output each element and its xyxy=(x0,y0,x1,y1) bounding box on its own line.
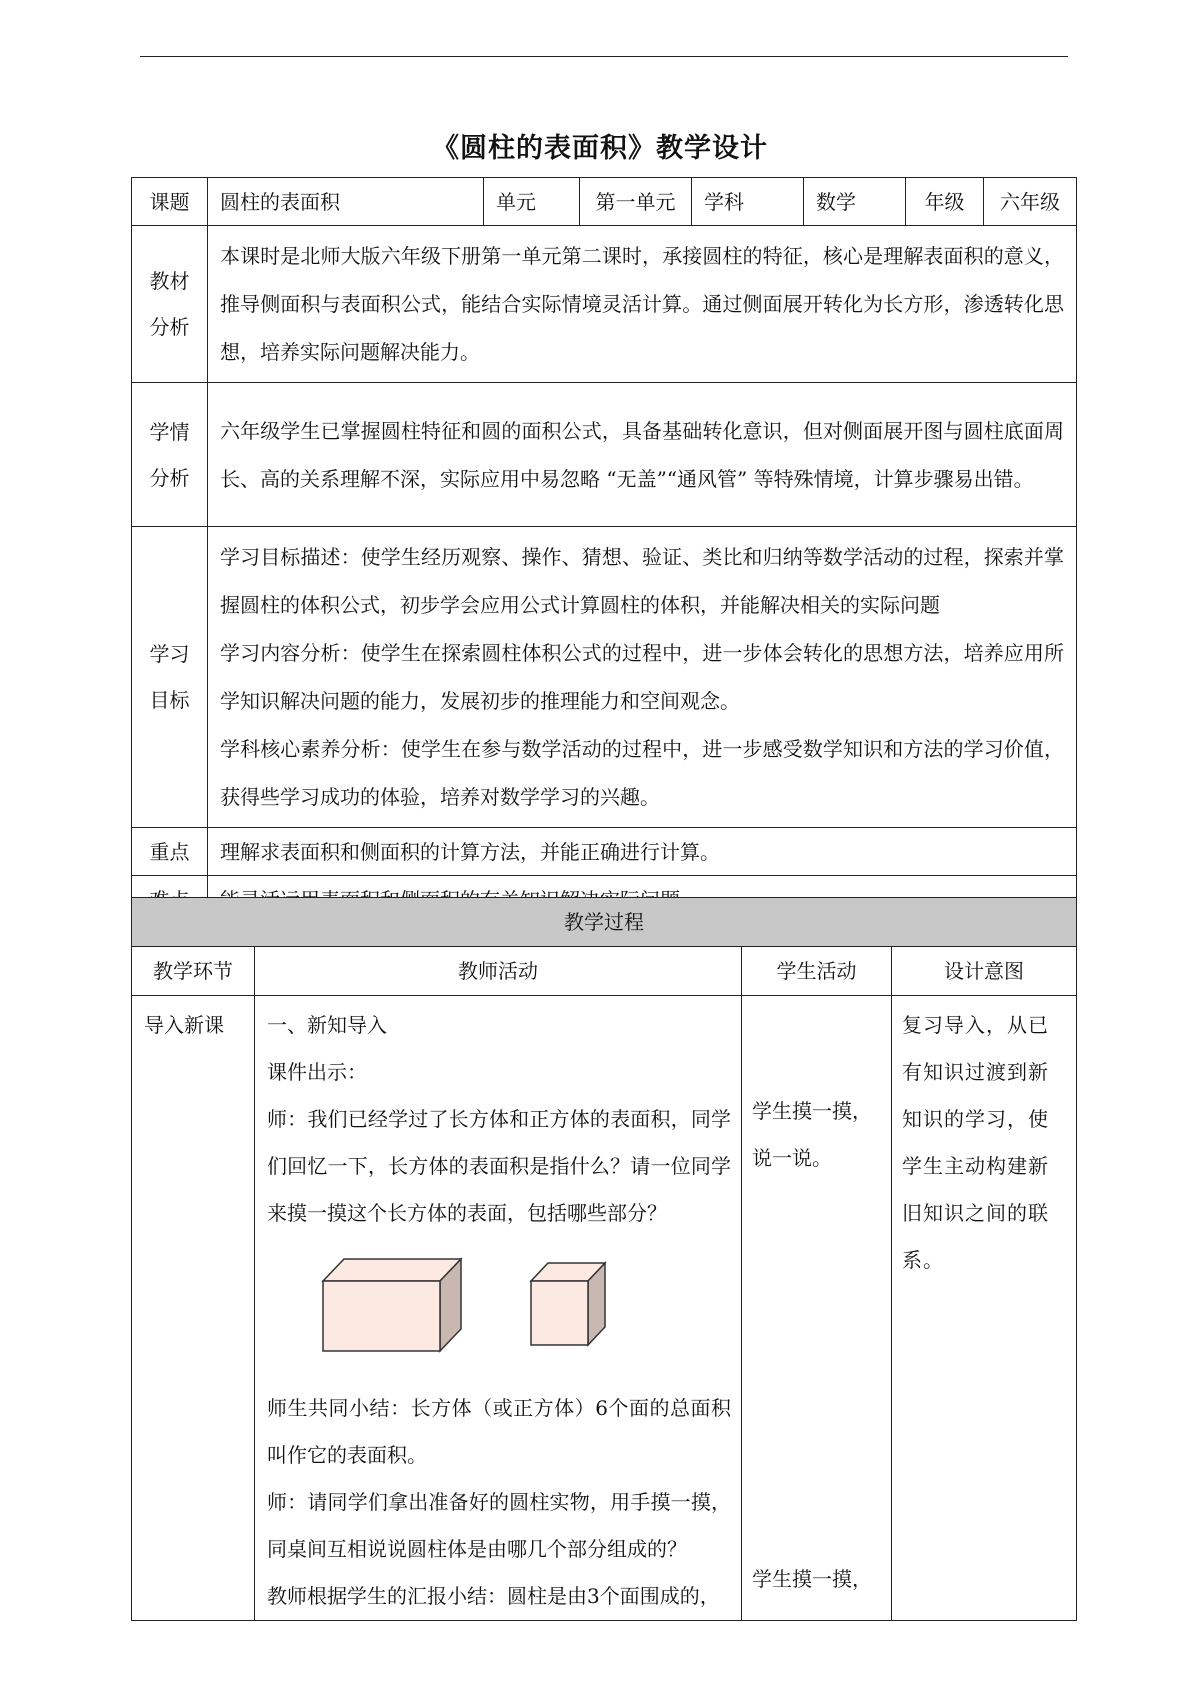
stage-cell: 导入新课 xyxy=(132,996,255,1621)
teacher-line-courseware: 课件出示： xyxy=(267,1060,367,1084)
student-activity-1: 学生摸一摸，说一说。 xyxy=(752,1099,872,1170)
subject-label: 学科 xyxy=(692,178,804,226)
col-student-header: 学生活动 xyxy=(742,947,892,996)
teacher-line-cylinder: 师：请同学们拿出准备好的圆柱实物，用手摸一摸，同桌间互相说说圆柱体是由哪几个部分组成的？ xyxy=(267,1490,731,1561)
design-intent-cell: 复习导入，从已有知识过渡到新知识的学习，使学生主动构建新旧知识之间的联系。 xyxy=(892,996,1077,1621)
teacher-activity-cell xyxy=(255,996,742,1621)
cuboid-and-cube-illustration xyxy=(267,1237,737,1385)
teacher-line-summary: 师生共同小结：长方体（或正方体）6个面的总面积叫作它的表面积。 xyxy=(267,1396,731,1467)
teacher-line-conclusion: 教师根据学生的汇报小结：圆柱是由3个面围成的， xyxy=(267,1584,720,1608)
col-intent-header: 设计意图 xyxy=(892,947,1077,996)
subject-value: 数学 xyxy=(804,178,906,226)
goal-description: 学习目标描述：使学生经历观察、操作、猜想、验证、类比和归纳等数学活动的过程，探索并掌握圆柱的体积公式，初步学会应用公式计算圆柱的体积，并能解决相关的实际问题 xyxy=(220,545,1064,617)
info-row xyxy=(132,178,1077,226)
topic-value: 圆柱的表面积 xyxy=(208,178,484,226)
student-analysis-label: 学情 分析 xyxy=(132,383,208,527)
cuboid-front-face xyxy=(323,1281,440,1351)
cuboid-figure xyxy=(323,1259,461,1351)
teaching-process-table xyxy=(131,897,1077,1621)
learning-goals-label: 学习 目标 xyxy=(132,527,208,828)
process-header-row xyxy=(132,898,1077,947)
cube-front-face xyxy=(531,1281,588,1345)
key-point-label: 重点 xyxy=(132,828,208,876)
student-activity-cell xyxy=(742,996,892,1621)
col-stage-header: 教学环节 xyxy=(132,947,255,996)
lesson-info-table xyxy=(131,177,1077,924)
col-teacher-header: 教师活动 xyxy=(255,947,742,996)
grade-label: 年级 xyxy=(906,178,984,226)
key-point-row xyxy=(132,828,1077,876)
topic-label: 课题 xyxy=(132,178,208,226)
student-activity-2: 学生摸一摸， xyxy=(752,1567,872,1591)
textbook-analysis-label: 教材 分析 xyxy=(132,226,208,383)
cube-figure xyxy=(531,1263,605,1345)
goal-core-literacy: 学科核心素养分析：使学生在参与数学活动的过程中，进一步感受数学知识和方法的学习价值，获得些学习成功的体验，培养对数学学习的兴趣。 xyxy=(220,737,1064,809)
cuboid-top-face xyxy=(323,1259,461,1281)
page-title: 《圆柱的表面积》教学设计 xyxy=(432,133,768,164)
key-point-text: 理解求表面积和侧面积的计算方法，并能正确进行计算。 xyxy=(208,828,1077,876)
learning-goals-row xyxy=(132,527,1077,828)
student-analysis-text: 六年级学生已掌握圆柱特征和圆的面积公式，具备基础转化意识，但对侧面展开图与圆柱底面周长、高的关系理解不深，实际应用中易忽略 “无盖”“通风管” 等特殊情境，计算步骤易出错。 xyxy=(208,383,1077,527)
process-row-intro xyxy=(132,996,1077,1621)
process-columns-row xyxy=(132,947,1077,996)
header-rule xyxy=(140,56,1068,57)
textbook-analysis-row xyxy=(132,226,1077,383)
process-header: 教学过程 xyxy=(132,898,1077,947)
grade-value: 六年级 xyxy=(984,178,1077,226)
learning-goals-text xyxy=(208,527,1077,828)
textbook-analysis-text: 本课时是北师大版六年级下册第一单元第二课时，承接圆柱的特征，核心是理解表面积的意义，推导侧面积与表面积公式，能结合实际情境灵活计算。通过侧面展开转化为长方形，渗透转化思想，培养实际问题解决能力。 xyxy=(208,226,1077,383)
unit-value: 第一单元 xyxy=(580,178,692,226)
teacher-line-intro: 一、新知导入 xyxy=(267,1013,387,1037)
cuboid-figures xyxy=(267,1237,731,1385)
unit-label: 单元 xyxy=(484,178,580,226)
teacher-line-question: 师：我们已经学过了长方体和正方体的表面积，同学们回忆一下，长方体的表面积是指什么？请一位同学来摸一摸这个长方体的表面，包括哪些部分？ xyxy=(267,1107,731,1225)
student-analysis-row xyxy=(132,383,1077,527)
goal-content-analysis: 学习内容分析：使学生在探索圆柱体积公式的过程中，进一步体会转化的思想方法，培养应用所学知识解决问题的能力，发展初步的推理能力和空间观念。 xyxy=(220,641,1064,713)
